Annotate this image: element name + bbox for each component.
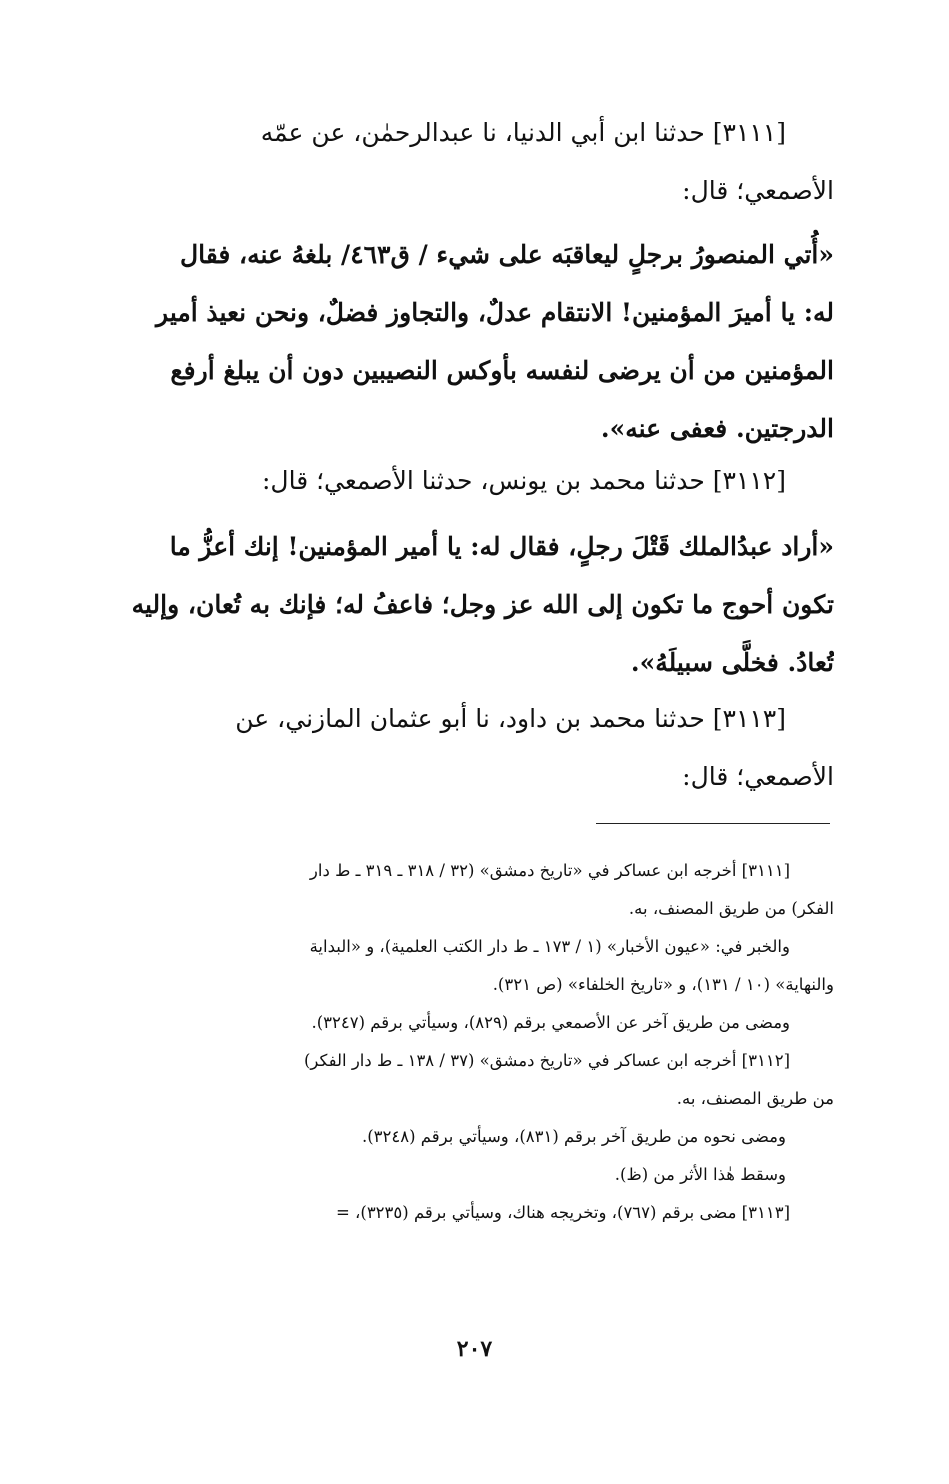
narration-line: [٣١١٢] حدثنا محمد بن يونس، حدثنا الأصمعي؛ قال: bbox=[261, 466, 786, 495]
footnote-line: الفكر) من طريق المصنف، به. bbox=[628, 899, 834, 918]
quote-line: له: يا أميرَ المؤمنين! الانتقام عدلٌ، والتجاوز فضلٌ، ونحن نعيذ أمير bbox=[156, 298, 834, 327]
narration-3112 bbox=[118, 452, 834, 510]
quote-mansur bbox=[118, 226, 834, 458]
quote-line: الدرجتين. فعفى عنه». bbox=[600, 414, 834, 443]
footnote-line: والخبر في: «عيون الأخبار» (١ / ١٧٣ ـ ط دار الكتب العلمية)، و «البداية bbox=[309, 937, 790, 956]
quote-line: تُعادُ. فخلَّى سبيلَهُ». bbox=[630, 648, 834, 677]
footnote-line: من طريق المصنف، به. bbox=[676, 1089, 834, 1108]
quote-line: تكون أحوج ما تكون إلى الله عز وجل؛ فاعفُ له؛ فإنك به تُعان، وإليه bbox=[131, 590, 834, 619]
quote-line: «أُتي المنصورُ برجلٍ ليعاقبَه على شيء / ق٤٦٣/ بلغهُ عنه، فقال bbox=[179, 240, 834, 269]
footnote-line: [٣١١١] أخرجه ابن عساكر في «تاريخ دمشق» (٣٢ / ٣١٨ ـ ٣١٩ ـ ط دار bbox=[309, 861, 790, 880]
footnote-line: [٣١١٣] مضى برقم (٧٦٧)، وتخريجه هناك، وسيأتي برقم (٣٢٣٥)، = bbox=[335, 1203, 790, 1222]
narration-line: [٣١١١] حدثنا ابن أبي الدنيا، نا عبدالرحمٰن، عن عمّه bbox=[260, 118, 786, 147]
narration-3113 bbox=[118, 690, 834, 806]
footnote-line: وسقط هٰذا الأثر من (ظ). bbox=[614, 1165, 786, 1184]
footnote-line: والنهاية» (١٠ / ١٣١)، و «تاريخ الخلفاء» (ص ٣٢١). bbox=[492, 975, 834, 994]
footnote-line: [٣١١٢] أخرجه ابن عساكر في «تاريخ دمشق» (٣٧ / ١٣٨ ـ ط دار الفكر) bbox=[303, 1051, 790, 1070]
footnote-separator bbox=[596, 823, 830, 824]
narration-3111 bbox=[118, 104, 834, 220]
quote-abdulmalik bbox=[118, 518, 834, 692]
footnotes bbox=[118, 852, 834, 1232]
quote-line: المؤمنين من أن يرضى لنفسه بأوكس النصيبين دون أن يبلغ أرفع bbox=[170, 356, 834, 385]
footnote-line: ومضى نحوه من طريق آخر برقم (٨٣١)، وسيأتي برقم (٣٢٤٨). bbox=[361, 1127, 786, 1146]
narration-line: [٣١١٣] حدثنا محمد بن داود، نا أبو عثمان المازني، عن bbox=[235, 704, 786, 733]
narration-line: الأصمعي؛ قال: bbox=[682, 176, 834, 205]
quote-line: «أراد عبدُالملك قَتْلَ رجلٍ، فقال له: يا أمير المؤمنين! إنك أعزُّ ما bbox=[169, 532, 834, 561]
footnote-line: ومضى من طريق آخر عن الأصمعي برقم (٨٢٩)، وسيأتي برقم (٣٢٤٧). bbox=[311, 1013, 790, 1032]
page-number: ٢٠٧ bbox=[456, 1336, 493, 1362]
narration-line: الأصمعي؛ قال: bbox=[682, 762, 834, 791]
